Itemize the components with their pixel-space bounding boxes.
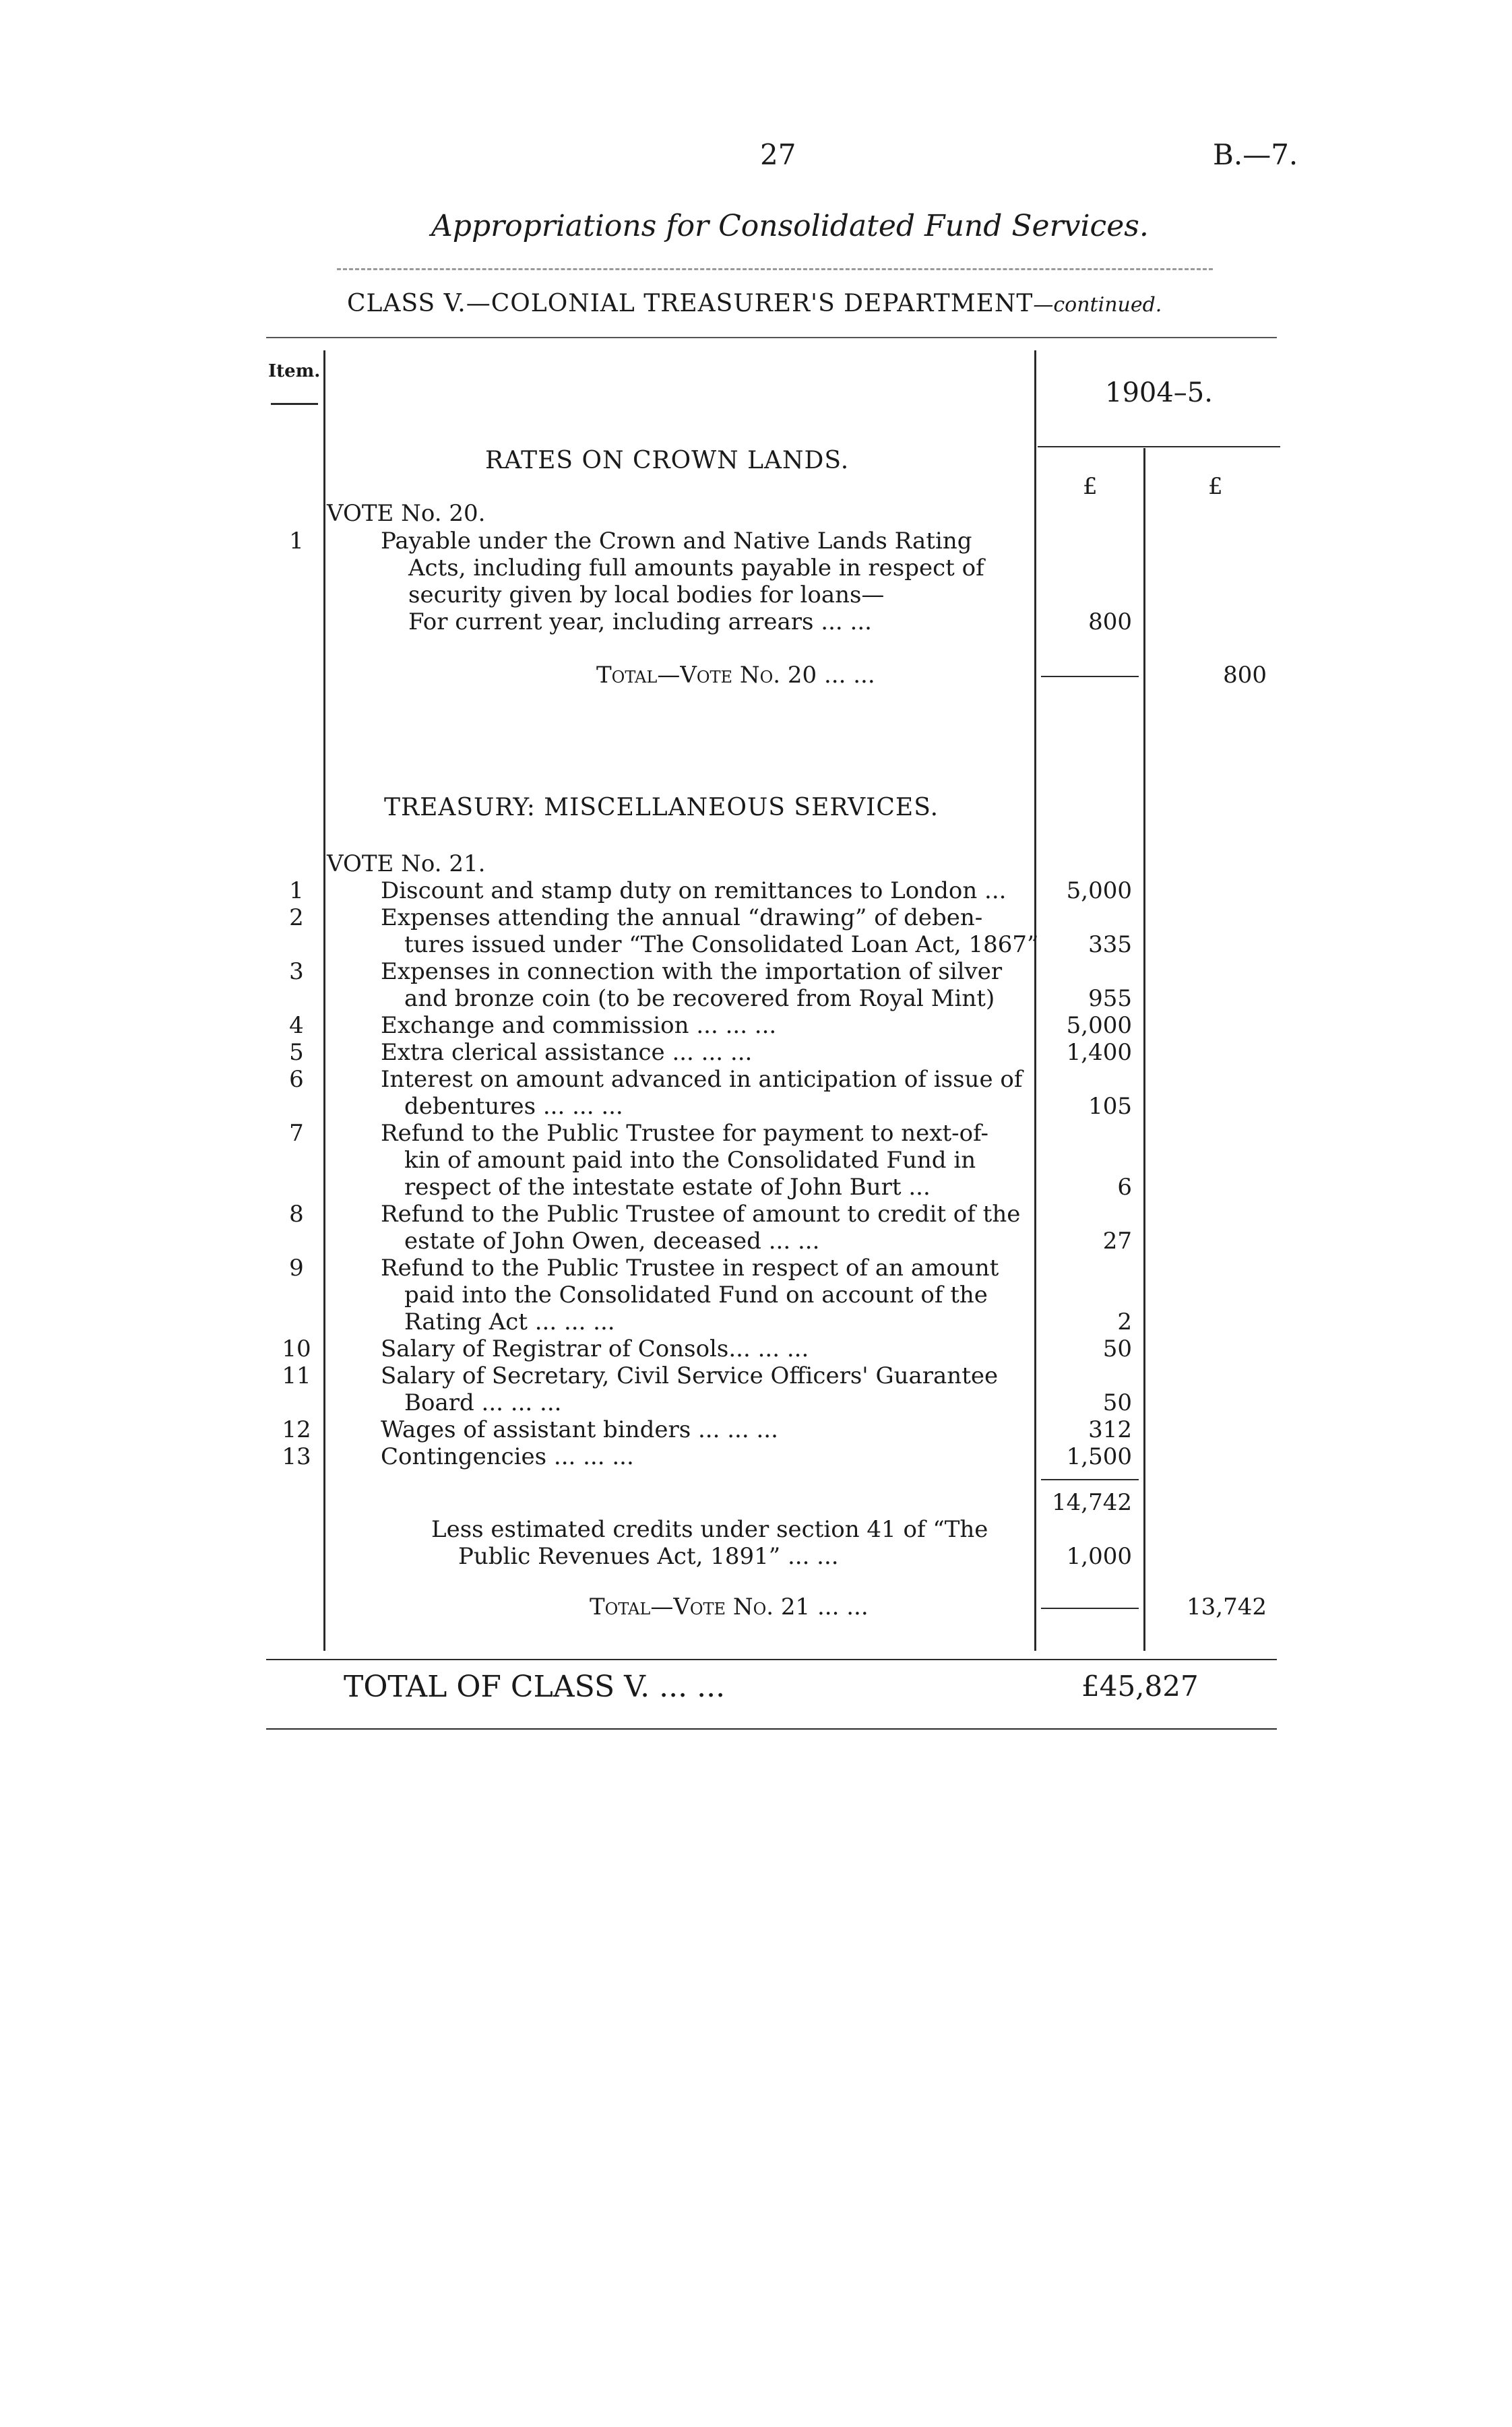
item-amount: 6 bbox=[1117, 1174, 1132, 1201]
item-amount: 50 bbox=[1102, 1389, 1132, 1416]
vote-20-label: VOTE No. 20. bbox=[327, 500, 486, 527]
item-text-line: Refund to the Public Trustee for payment to next-of- bbox=[381, 1120, 988, 1147]
grand-total-top-rule bbox=[266, 1659, 1277, 1660]
item-header-rule bbox=[271, 403, 318, 405]
item-text-line: Payable under the Crown and Native Lands Rating bbox=[381, 528, 972, 555]
subtotal-amount: 14,742 bbox=[1052, 1489, 1132, 1516]
item-text-line: paid into the Consolidated Fund on account of the bbox=[404, 1282, 988, 1309]
currency-symbol-2: £ bbox=[1208, 473, 1223, 500]
item-number: 7 bbox=[289, 1120, 304, 1147]
vote-21-total-amount: 13,742 bbox=[1187, 1594, 1267, 1620]
document-reference: B.—7. bbox=[1213, 138, 1298, 171]
item-number: 10 bbox=[282, 1335, 311, 1362]
item-text-line: Interest on amount advanced in anticipation of issue of bbox=[381, 1066, 1023, 1093]
item-text-line: Wages of assistant binders ... ... ... bbox=[381, 1416, 778, 1443]
item-amount: 800 bbox=[1088, 608, 1132, 635]
amount-column-divider bbox=[1034, 350, 1036, 1651]
item-number: 1 bbox=[289, 528, 304, 555]
item-number: 4 bbox=[289, 1012, 304, 1039]
item-number: 13 bbox=[282, 1443, 311, 1470]
year-column-header: 1904–5. bbox=[1105, 377, 1213, 408]
item-amount: 1,500 bbox=[1066, 1443, 1132, 1470]
page-number: 27 bbox=[760, 138, 796, 171]
item-amount: 1,400 bbox=[1066, 1039, 1132, 1066]
item-text-line: Acts, including full amounts payable in respect of bbox=[408, 555, 984, 581]
item-text-line: security given by local bodies for loans— bbox=[408, 581, 885, 608]
item-text-line: debentures ... ... ... bbox=[404, 1093, 623, 1120]
item-text-line: Salary of Registrar of Consols... ... ... bbox=[381, 1335, 809, 1362]
vote-20-total-rule bbox=[1041, 676, 1139, 677]
sum-column-divider bbox=[1143, 448, 1145, 1651]
item-amount: 955 bbox=[1088, 985, 1132, 1012]
item-amount: 105 bbox=[1088, 1093, 1132, 1120]
item-text-line: Salary of Secretary, Civil Service Officers' Guarantee bbox=[381, 1362, 999, 1389]
item-text-line: Exchange and commission ... ... ... bbox=[381, 1012, 777, 1039]
item-text-line: Expenses in connection with the importation of silver bbox=[381, 958, 1003, 985]
item-number: 9 bbox=[289, 1255, 304, 1282]
item-text-line: Discount and stamp duty on remittances to London ... bbox=[381, 877, 1007, 904]
item-text-line: Contingencies ... ... ... bbox=[381, 1443, 634, 1470]
item-amount: 27 bbox=[1102, 1228, 1132, 1255]
vote-21-total-rule bbox=[1041, 1608, 1139, 1609]
item-text-line: Refund to the Public Trustee of amount to credit of the bbox=[381, 1201, 1021, 1228]
class-heading-main: CLASS V.—COLONIAL TREASURER'S DEPARTMENT bbox=[347, 290, 1034, 317]
item-text-line: Rating Act ... ... ... bbox=[404, 1309, 615, 1335]
item-number: 11 bbox=[282, 1362, 311, 1389]
item-number: 12 bbox=[282, 1416, 311, 1443]
item-text-line: Board ... ... ... bbox=[404, 1389, 562, 1416]
table-top-rule bbox=[266, 337, 1277, 338]
vote-21-total-label: Total—Vote No. 21 ... ... bbox=[590, 1594, 869, 1620]
grand-total-amount: £45,827 bbox=[1081, 1670, 1199, 1703]
item-number: 6 bbox=[289, 1066, 304, 1093]
item-column-divider bbox=[323, 350, 325, 1651]
section-heading-treasury-miscellaneous: TREASURY: MISCELLANEOUS SERVICES. bbox=[384, 794, 939, 821]
currency-symbol-1: £ bbox=[1083, 473, 1098, 500]
item-text-line: kin of amount paid into the Consolidated Fund in bbox=[404, 1147, 976, 1174]
less-credits-line: Less estimated credits under section 41 of “The bbox=[431, 1516, 988, 1543]
item-number: 3 bbox=[289, 958, 304, 985]
class-heading bbox=[347, 290, 1162, 317]
item-text-line: tures issued under “The Consolidated Loan Act, 1867” bbox=[404, 931, 1039, 958]
item-number: 2 bbox=[289, 904, 304, 931]
item-amount: 335 bbox=[1088, 931, 1132, 958]
item-number: 8 bbox=[289, 1201, 304, 1228]
vote-20-total-amount: 800 bbox=[1223, 662, 1267, 689]
grand-total-bottom-rule bbox=[266, 1728, 1277, 1730]
item-column-header: Item. bbox=[268, 361, 321, 381]
less-credits-amount: 1,000 bbox=[1066, 1543, 1132, 1570]
item-text-line: respect of the intestate estate of John Burt ... bbox=[404, 1174, 931, 1201]
item-text-line: and bronze coin (to be recovered from Royal Mint) bbox=[404, 985, 995, 1012]
item-amount: 5,000 bbox=[1066, 877, 1132, 904]
page-title: Appropriations for Consolidated Fund Services. bbox=[431, 209, 1149, 243]
less-credits-line: Public Revenues Act, 1891” ... ... bbox=[458, 1543, 839, 1570]
item-amount: 312 bbox=[1088, 1416, 1132, 1443]
year-header-rule bbox=[1038, 446, 1280, 447]
item-text-line: Extra clerical assistance ... ... ... bbox=[381, 1039, 753, 1066]
item-text-line: For current year, including arrears ... ... bbox=[408, 608, 872, 635]
subtotal-rule bbox=[1041, 1479, 1139, 1480]
vote-21-label: VOTE No. 21. bbox=[327, 850, 486, 877]
item-amount: 50 bbox=[1102, 1335, 1132, 1362]
item-amount: 5,000 bbox=[1066, 1012, 1132, 1039]
class-heading-suffix: —continued. bbox=[1033, 293, 1162, 317]
item-text-line: estate of John Owen, deceased ... ... bbox=[404, 1228, 820, 1255]
vote-20-total-label: Total—Vote No. 20 ... ... bbox=[596, 662, 875, 689]
item-number: 1 bbox=[289, 877, 304, 904]
section-heading-rates-on-crown-lands: RATES ON CROWN LANDS. bbox=[485, 447, 850, 474]
grand-total-label: TOTAL OF CLASS V. ... ... bbox=[344, 1670, 726, 1704]
title-rule bbox=[337, 268, 1213, 270]
item-number: 5 bbox=[289, 1039, 304, 1066]
item-amount: 2 bbox=[1117, 1309, 1132, 1335]
item-text-line: Refund to the Public Trustee in respect of an amount bbox=[381, 1255, 999, 1282]
item-text-line: Expenses attending the annual “drawing” of deben- bbox=[381, 904, 983, 931]
